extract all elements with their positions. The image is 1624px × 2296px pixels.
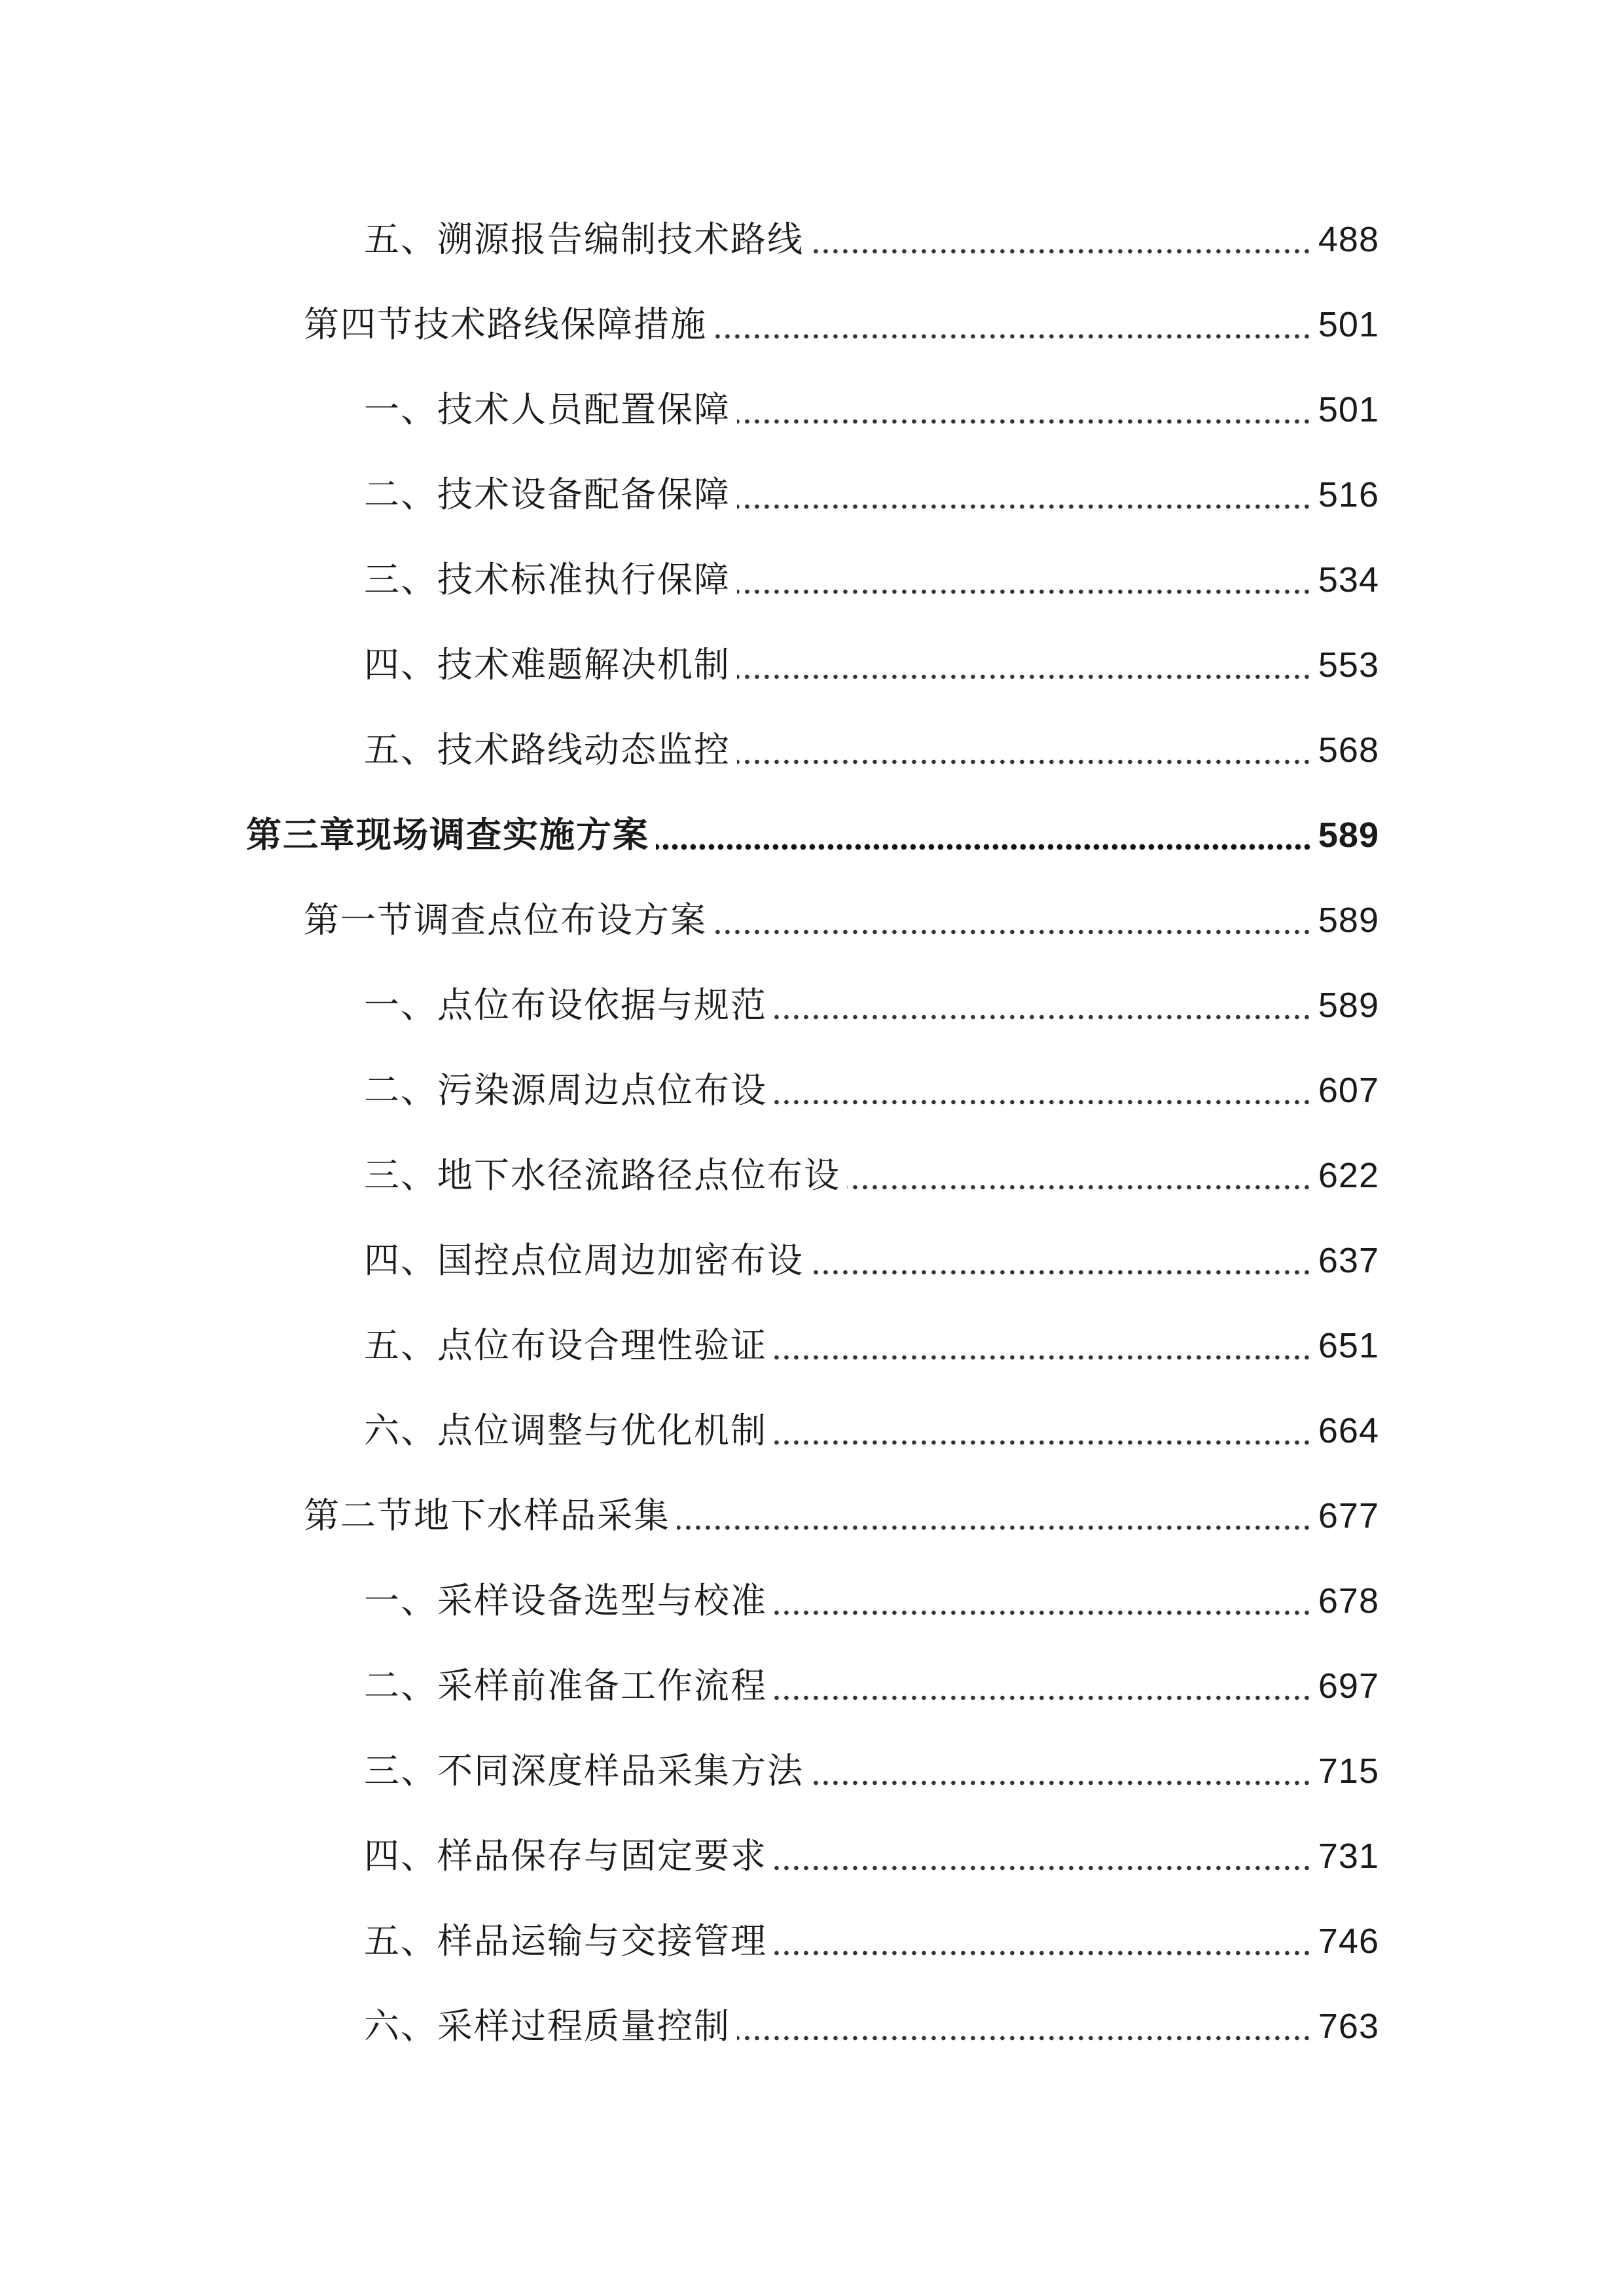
toc-entry-title: 四、技术难题解决机制 [364,644,731,685]
toc-entry[interactable] [364,1823,1379,1889]
toc-entry[interactable] [364,1313,1379,1378]
dot-leader [774,1695,1312,1701]
toc-entry-title: 一、技术人员配置保障 [364,389,731,430]
dot-leader [774,1609,1312,1616]
toc-entry-title: 二、技术设备配备保障 [364,474,731,515]
toc-entry-title: 一、采样设备选型与校准 [364,1580,767,1621]
toc-entry-page: 534 [1318,560,1379,600]
toc-entry-title: 五、技术路线动态监控 [364,729,731,770]
toc-entry-page: 763 [1318,2007,1379,2046]
toc-entry-title: 六、点位调整与优化机制 [364,1410,767,1451]
toc-entry-page: 651 [1318,1326,1379,1365]
toc-entry-page: 677 [1318,1496,1379,1535]
toc-entry-title: 第二节地下水样品采集 [304,1495,670,1536]
dot-leader [774,1099,1312,1105]
dot-leader [774,1865,1312,1871]
toc-entry-page: 731 [1318,1837,1379,1876]
toc-entry-title: 四、样品保存与固定要求 [364,1835,767,1876]
dot-leader [774,1950,1312,1956]
dot-leader [713,929,1312,935]
toc-entry[interactable] [364,1994,1379,2059]
dot-leader [810,248,1312,255]
dot-leader [774,1354,1312,1361]
toc-entry-title: 第三章现场调查实施方案 [246,814,649,855]
toc-entry[interactable] [304,292,1379,357]
toc-entry[interactable] [364,1398,1379,1463]
dot-leader [656,844,1312,850]
toc-entry-page: 589 [1318,901,1379,940]
toc-entry-page: 553 [1318,645,1379,685]
dot-leader [737,418,1312,425]
toc-entry[interactable] [364,1909,1379,1974]
toc-chapter-entry[interactable] [246,802,1379,868]
toc-entry[interactable] [364,632,1379,698]
toc-entry-page: 678 [1318,1581,1379,1621]
toc-entry-title: 二、采样前准备工作流程 [364,1665,767,1706]
toc-entry[interactable] [304,888,1379,953]
dot-leader [774,1014,1312,1020]
toc-entry-page: 622 [1318,1156,1379,1195]
toc-entry-page: 568 [1318,730,1379,770]
toc-entry-title: 五、溯源报告编制技术路线 [364,219,804,260]
toc-entry-title: 六、采样过程质量控制 [364,2005,731,2047]
toc-entry[interactable] [364,1228,1379,1293]
toc-entry-title: 三、不同深度样品采集方法 [364,1750,804,1791]
toc-entry-title: 一、点位布设依据与规范 [364,984,767,1026]
toc-entry-page: 697 [1318,1666,1379,1706]
toc-entry[interactable] [304,1483,1379,1549]
toc-entry-page: 589 [1318,816,1379,855]
dot-leader [737,503,1312,510]
toc-entry-title: 第一节调查点位布设方案 [304,899,707,941]
toc-entry[interactable] [364,1058,1379,1123]
toc-entry-page: 664 [1318,1411,1379,1450]
toc-entry[interactable] [364,207,1379,272]
toc-entry-page: 501 [1318,305,1379,344]
toc-entry-title: 第四节技术路线保障措施 [304,304,707,345]
dot-leader [737,759,1312,765]
toc-entry-title: 二、污染源周边点位布设 [364,1069,767,1111]
toc-entry[interactable] [364,1738,1379,1804]
dot-leader [737,2035,1312,2041]
toc-entry[interactable] [364,717,1379,783]
dot-leader [737,673,1312,680]
toc-entry-title: 四、国控点位周边加密布设 [364,1240,804,1281]
toc-entry-title: 三、技术标准执行保障 [364,559,731,600]
toc-entry-page: 501 [1318,390,1379,429]
toc-entry-title: 五、样品运输与交接管理 [364,1920,767,1962]
toc-entry[interactable] [364,1568,1379,1634]
toc-entry-page: 715 [1318,1751,1379,1791]
toc-entry-page: 746 [1318,1922,1379,1961]
dot-leader [810,1780,1312,1786]
dot-leader [737,588,1312,595]
toc-entry-title: 五、点位布设合理性验证 [364,1325,767,1366]
dot-leader [677,1524,1312,1531]
toc-entry[interactable] [364,377,1379,442]
toc-entry[interactable] [364,462,1379,528]
toc-entry[interactable] [364,1653,1379,1719]
toc-entry-page: 637 [1318,1241,1379,1280]
dot-leader [774,1439,1312,1446]
toc-entry[interactable] [364,547,1379,613]
toc-entry[interactable] [364,1143,1379,1208]
toc-entry-page: 607 [1318,1071,1379,1110]
dot-leader [713,333,1312,340]
dot-leader [810,1269,1312,1276]
toc-entry-page: 516 [1318,475,1379,514]
toc-entry-page: 589 [1318,986,1379,1025]
toc-entry[interactable] [364,973,1379,1038]
toc-entry-page: 488 [1318,220,1379,259]
dot-leader [847,1184,1312,1191]
toc-entry-title: 三、地下水径流路径点位布设 [364,1155,840,1196]
